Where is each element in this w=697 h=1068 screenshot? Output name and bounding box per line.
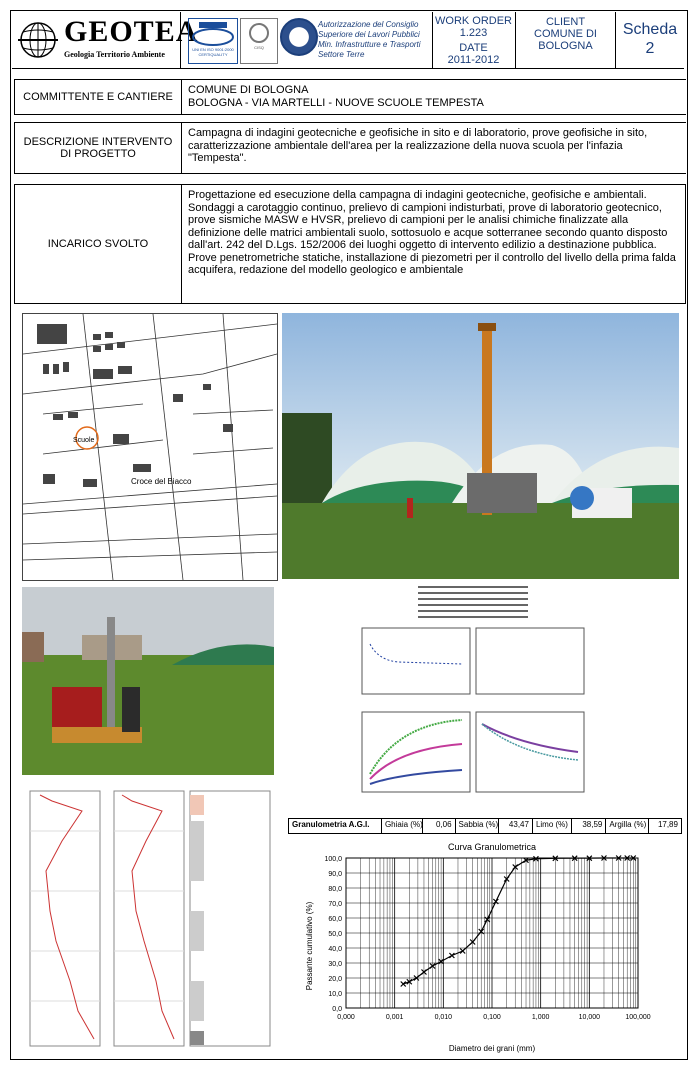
scheda-block bbox=[616, 12, 684, 68]
chart-y-tick-label: 10,0 bbox=[328, 991, 342, 998]
scheda-label: Scheda bbox=[622, 21, 678, 38]
site-photo-small-rig bbox=[22, 587, 274, 775]
sabbia-value: 43,47 bbox=[499, 819, 533, 833]
work-order-value: 1.223 bbox=[459, 27, 488, 39]
work-order-label: WORK ORDER bbox=[435, 15, 512, 27]
authorization-line: Autorizzazione del Consiglio bbox=[318, 20, 419, 29]
chart-y-tick-label: 80,0 bbox=[328, 886, 342, 893]
chart-x-tick-label: 0,000 bbox=[337, 1014, 355, 1021]
globe-logo-icon bbox=[18, 20, 58, 60]
certiquality-logo-text: UNI EN ISO 9001:2000 CERTIQUALITY bbox=[192, 47, 234, 57]
date-value: 2011-2012 bbox=[447, 54, 500, 66]
chart-y-tick-label: 100,0 bbox=[324, 856, 342, 863]
ghiaia-value: 0,06 bbox=[423, 819, 456, 833]
ministry-seal-icon bbox=[280, 18, 318, 56]
chart-x-label: Diametro dei grani (mm) bbox=[448, 1044, 536, 1053]
authorization-line: Min. Infrastrutture e Trasporti bbox=[318, 40, 421, 49]
chart-x-tick-label: 10,000 bbox=[578, 1014, 601, 1021]
chart-y-tick-label: 60,0 bbox=[328, 916, 342, 923]
cisq-logo bbox=[240, 18, 278, 64]
committente-row bbox=[14, 79, 686, 115]
map-label-scuole: Scuole bbox=[73, 437, 95, 444]
granulometric-chart-svg bbox=[300, 836, 684, 1056]
ghiaia-label: Ghiaia (%) bbox=[382, 819, 423, 833]
authorization-line: Settore Terre bbox=[318, 50, 365, 59]
chart-y-label: Passante cumulativo (%) bbox=[305, 901, 314, 991]
client-block bbox=[516, 12, 616, 68]
descrizione-row bbox=[14, 122, 686, 174]
site-map-drawing bbox=[23, 314, 277, 580]
client-value-line2: BOLOGNA bbox=[538, 40, 593, 52]
client-label: CLIENT bbox=[545, 16, 586, 28]
committente-value bbox=[182, 79, 686, 115]
granulometry-title: Granulometria A.G.I. bbox=[289, 819, 382, 833]
sabbia-label: Sabbia (%) bbox=[456, 819, 499, 833]
client-value-line1: COMUNE DI bbox=[534, 28, 597, 40]
chart-x-tick-label: 100,000 bbox=[625, 1014, 651, 1021]
logo-block bbox=[12, 12, 199, 68]
argilla-value: 17,89 bbox=[657, 820, 678, 829]
authorization-text bbox=[318, 20, 432, 60]
descrizione-value: Campagna di indagini geotecniche e geofisiche in sito e di laboratorio, prove geofisiche in sito, caratterizzazione ambientale dell'area per la realizzazione della nuova scuola per l'infazia "Tempesta". bbox=[182, 122, 686, 174]
granulometric-chart bbox=[300, 836, 684, 1056]
chart-y-tick-label: 40,0 bbox=[328, 946, 342, 953]
chart-x-tick-label: 0,010 bbox=[434, 1014, 453, 1021]
committente-line1: COMUNE DI BOLOGNA bbox=[188, 84, 309, 96]
limo-value: 38,59 bbox=[572, 819, 606, 833]
chart-x-tick-label: 0,100 bbox=[483, 1014, 501, 1021]
brand-subtitle: Geologia Territorio Ambiente bbox=[64, 50, 165, 59]
brand-name: GEOTEA bbox=[64, 15, 199, 48]
authorization-line: Superiore dei Lavori Pubblici bbox=[318, 30, 420, 39]
chart-y-tick-label: 20,0 bbox=[328, 976, 342, 983]
map-label-croce: Croce del Biacco bbox=[131, 477, 192, 486]
certifications-block bbox=[180, 12, 433, 68]
date-label: DATE bbox=[459, 42, 488, 54]
site-map bbox=[22, 313, 278, 581]
chart-y-tick-label: 70,0 bbox=[328, 901, 342, 908]
chart-x-tick-label: 0,001 bbox=[385, 1014, 404, 1021]
header bbox=[12, 12, 684, 69]
incarico-label: INCARICO SVOLTO bbox=[14, 184, 182, 304]
work-order-block bbox=[432, 12, 516, 68]
chart-y-tick-label: 0,0 bbox=[332, 1006, 342, 1013]
borehole-logs bbox=[22, 781, 278, 1051]
chart-title: Curva Granulometrica bbox=[447, 842, 537, 852]
committente-label: COMMITTENTE E CANTIERE bbox=[14, 79, 182, 115]
scheda-number: 2 bbox=[645, 40, 655, 57]
argilla-label: Argilla (%) bbox=[606, 819, 649, 833]
chart-x-tick-label: 1,000 bbox=[531, 1014, 550, 1021]
descrizione-label: DESCRIZIONE INTERVENTO DI PROGETTO bbox=[14, 122, 182, 174]
committente-line2: BOLOGNA - VIA MARTELLI - NUOVE SCUOLE TEMPESTA bbox=[188, 96, 484, 109]
chart-y-tick-label: 90,0 bbox=[328, 871, 342, 878]
lab-test-sheet bbox=[358, 584, 674, 810]
incarico-row bbox=[14, 184, 686, 304]
limo-label: Limo (%) bbox=[533, 819, 572, 833]
certiquality-logo bbox=[188, 18, 238, 64]
chart-y-tick-label: 50,0 bbox=[328, 931, 342, 938]
incarico-value: Progettazione ed esecuzione della campagna di indagini geotecniche, geofisiche e ambientali. Sondaggi a carotaggio continuo, prelievo di campioni indisturbati, prove di laboratorio geotecnico, prove sismiche MASW e HVSR, prelievo di campioni per le analisi chimiche finalizzate alla definizione delle matrici ambientali suolo, sottosuolo e acque sotterranee secondo quanto disposto dall'art. 242 del D.Lgs. 152/2006 dei luoghi oggetto di intervento edilizio a destinazione pubblica. Prove penetrometriche statiche, installazione di piezometri per il controllo del livello della prima falda acquifera, redazione del modello geologico e ambientale bbox=[182, 184, 686, 304]
chart-y-tick-label: 30,0 bbox=[328, 961, 342, 968]
site-photo-drilling-rig bbox=[282, 313, 679, 579]
granulometry-table bbox=[288, 818, 682, 834]
cisq-logo-text: CISQ bbox=[254, 45, 264, 50]
